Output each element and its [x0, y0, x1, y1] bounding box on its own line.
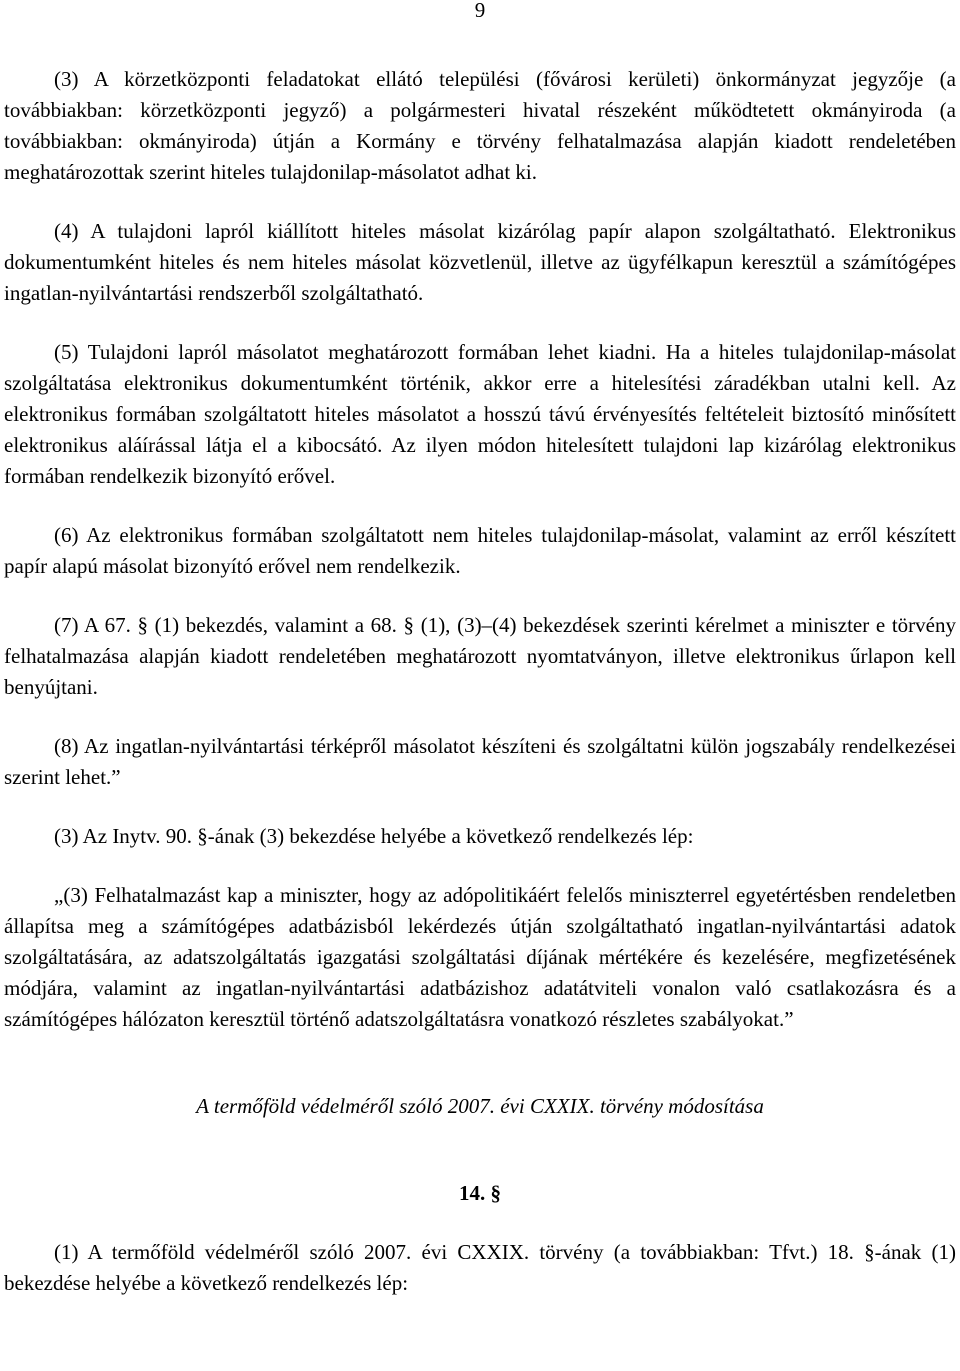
- paragraph-6: (6) Az elektronikus formában szolgáltatott nem hiteles tulajdonilap-másolat, valamint az erről készített papír alapú másolat bizonyító erővel nem rendelkezik.: [4, 523, 956, 578]
- paragraph-7: (7) A 67. § (1) bekezdés, valamint a 68. § (1), (3)–(4) bekezdések szerinti kérelmet a miniszter e törvény felhatalmazása alapján kiadott rendeletében meghatározott nyomtatványon, illetve elektronikus űrlapon kell benyújtani.: [4, 613, 956, 699]
- paragraph-quoted-provision: „(3) Felhatalmazást kap a miniszter, hogy az adópolitikáért felelős miniszterrel egyetértésben rendeletben állapítsa meg a számítógépes adatbázisból lekérdezés útján szolgáltatható ingatlan-nyilvántartási adatok szolgáltatására, az adatszolgáltatás igazgatási szolgáltatási díjának mértékére és kezelésére, megfizetésének módjára, valamint az ingatlan-nyilvántartási adatbázishoz adatátviteli vonalon való csatlakozásra és a számítógépes hálózaton keresztül történő adatszolgáltatásra vonatkozó részletes szabályokat.”: [4, 883, 956, 1031]
- paragraph-amendment-intro: (3) Az Inytv. 90. §-ának (3) bekezdése helyébe a következő rendelkezés lép:: [54, 824, 694, 848]
- section-heading: A termőföld védelméről szóló 2007. évi CXXIX. törvény módosítása: [196, 1094, 764, 1118]
- paragraph-5: (5) Tulajdoni lapról másolatot meghatározott formában lehet kiadni. Ha a hiteles tulajdonilap-másolat szolgáltatása elektronikus dokumentumként történik, akkor erre a hitelesítési záradékban utalni kell. Az elektronikus formában szolgáltatott hiteles másolatot a hosszú távú érvényesítés feltételeit biztosító minősített elektronikus aláírással látja el a kibocsátó. Az ilyen módon hitelesített tulajdoni lap kizárólag elektronikus formában rendelkezik bizonyító erővel.: [4, 340, 956, 488]
- page-number: 9: [474, 0, 486, 22]
- document-body: [4, 64, 956, 1299]
- paragraph-8: (8) Az ingatlan-nyilvántartási térképről másolatot készíteni és szolgáltatni külön jogszabály rendelkezései szerint lehet.”: [4, 734, 956, 789]
- section-number: 14. §: [459, 1181, 501, 1205]
- paragraph-3: (3) A körzetközponti feladatokat ellátó települési (fővárosi kerületi) önkormányzat jegyzője (a továbbiakban: körzetközponti jegyző) a polgármesteri hivatal részeként működtetett okmányiroda (a továbbiakban: okmányiroda) útján a Kormány e törvény felhatalmazása alapján kiadott rendeletében meghatározottak szerint hiteles tulajdonilap-másolatot adhat ki.: [4, 67, 956, 184]
- paragraph-final: (1) A termőföld védelméről szóló 2007. évi CXXIX. törvény (a továbbiakban: Tfvt.) 18. §-ának (1) bekezdése helyébe a következő rendelkezés lép:: [4, 1240, 956, 1295]
- paragraph-4: (4) A tulajdoni lapról kiállított hiteles másolat kizárólag papír alapon szolgáltatható. Elektronikus dokumentumként hiteles és nem hiteles másolat közvetlenül, illetve az ügyfélkapun keresztül a számítógépes ingatlan-nyilvántartási rendszerből szolgáltatható.: [4, 219, 956, 305]
